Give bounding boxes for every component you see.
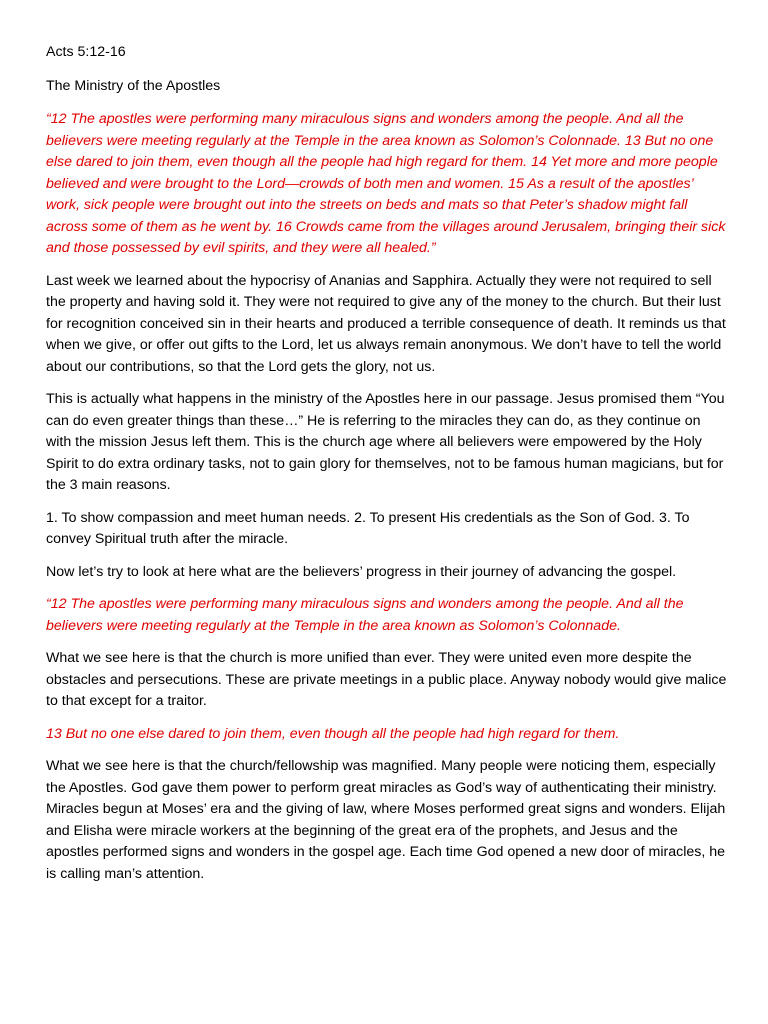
scripture-quote-verse-12: “12 The apostles were performing many miraculous signs and wonders among the people. And all the believers were meeting regularly at the Temple in the area known as Solomon’s Colonnade. [46,596,684,634]
scripture-quote-verse-13: 13 But no one else dared to join them, even though all the people had high regard for them. [46,725,620,742]
document-title: The Ministry of the Apostles [46,77,221,94]
paragraph-church-magnified: What we see here is that the church/fellowship was magnified. Many people were noticing them, especially the Apostles. God gave them power to perform great miracles as God’s way of authenticating their ministry. Miracles begun at Moses’ era and the giving of law, where Moses performed great signs and wonders. Elijah and Elisha were miracle workers at the beginning of the great era of the prophets, and Jesus and the apostles performed signs and wonders in the gospel age. Each time God opened a new door of miracles, he is calling man’s attention. [46,758,726,882]
scripture-quote-full: “12 The apostles were performing many miraculous signs and wonders among the people. And all the believers were meeting regularly at the Temple in the area known as Solomon’s Colonnade. 13 But no one else dared to join them, even though all the people had high regard for them. 14 Yet more and more people believed and were brought to the Lord—crowds of both men and women. 15 As a result of the apostles’ work, sick people were brought out into the streets on beds and mats so that Peter’s shadow might fall across some of them as he went by. 16 Crowds came from the villages around Jerusalem, bringing their sick and those possessed by evil spirits, and they were all healed.” [46,111,726,256]
paragraph-three-reasons: 1. To show compassion and meet human needs. 2. To present His credentials as the Son of God. 3. To convey Spiritual truth after the miracle. [46,509,690,547]
paragraph-believers-progress: Now let’s try to look at here what are the believers’ progress in their journey of advancing the gospel. [46,563,677,580]
scripture-reference: Acts 5:12-16 [46,44,126,60]
paragraph-ministry-apostles: This is actually what happens in the ministry of the Apostles here in our passage. Jesus promised them “You can do even greater things than these…” He is referring to the miracles they can do, as they continue on with the mission Jesus left them. This is the church age where all believers were empowered by the Holy Spirit to do extra ordinary tasks, not to gain glory for themselves, not to be famous human magicians, but for the 3 main reasons. [46,391,725,493]
paragraph-church-unified: What we see here is that the church is more unified than ever. They were united even more despite the obstacles and persecutions. These are private meetings in a public place. Anyway nobody would give malice to that except for a traitor. [46,650,727,709]
paragraph-ananias-sapphira: Last week we learned about the hypocrisy of Ananias and Sapphira. Actually they were not required to sell the property and having sold it. They were not required to give any of the money to the church. But their lust for recognition conceived sin in their hearts and produced a terrible consequence of death. It reminds us that when we give, or offer out gifts to the Lord, let us always remain anonymous. We don’t have to tell the world about our contributions, so that the Lord gets the glory, not us. [46,272,726,375]
